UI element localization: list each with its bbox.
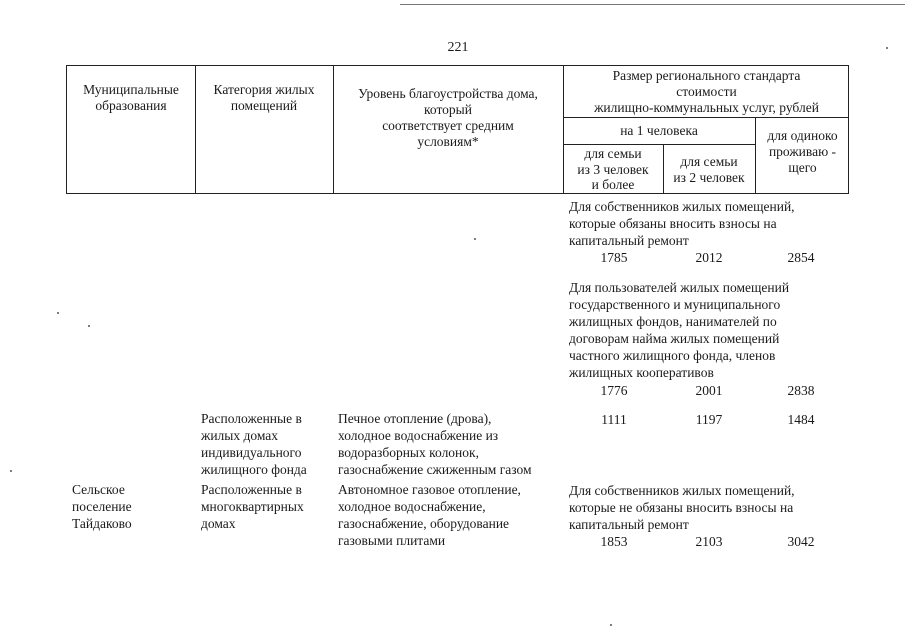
page-number: 221	[447, 40, 469, 55]
header-family-3: для семьи из 3 человек и более	[577, 146, 649, 192]
owners-not-obliged-note: Для собственников жилых помещений, которые не обязаны вносить взносы на капитальный ремонт	[569, 483, 795, 532]
value-family-3: 1111	[601, 412, 627, 427]
users-note: Для пользователей жилых помещений государственного и муниципального жилищных фондов, нанимателей по договорам найма жилых помещений частного жилищного фонда, членов жилищных кооперативов	[569, 280, 790, 380]
value-family-2: 2012	[695, 250, 723, 265]
value-single: 2854	[787, 250, 815, 265]
header-standard-size: Размер регионального стандарта стоимости жилищно-коммунальных услуг, рублей	[594, 68, 819, 115]
apartment-amenity-level: Автономное газовое отопление, холодное водоснабжение, газоснабжение, оборудование газовыми плитами	[338, 482, 521, 548]
owners-obliged-note: Для собственников жилых помещений, которые обязаны вносить взносы на капитальный ремонт	[569, 199, 795, 248]
page-top-rule	[400, 4, 905, 5]
header-single: для одиноко проживаю - щего	[767, 128, 838, 175]
scan-speck	[474, 238, 476, 240]
value-family-2: 2103	[695, 534, 723, 549]
value-family-3: 1853	[600, 534, 628, 549]
row-divider	[563, 144, 755, 145]
scan-speck	[886, 47, 888, 49]
value-family-3: 1785	[600, 250, 628, 265]
scan-speck	[57, 312, 59, 314]
row-divider	[563, 117, 848, 118]
header-amenity-level: Уровень благоустройства дома, который соответствует средним условиям*	[358, 86, 538, 149]
individual-amenity-level: Печное отопление (дрова), холодное водоснабжение из водоразборных колонок, газоснабжение сжиженным газом	[338, 411, 532, 477]
value-family-3: 1776	[600, 383, 628, 398]
value-single: 3042	[787, 534, 815, 549]
value-single: 1484	[787, 412, 815, 427]
header-per-person: на 1 человека	[620, 123, 698, 138]
scan-speck	[88, 325, 90, 327]
value-family-2: 1197	[695, 412, 723, 427]
value-single: 2838	[787, 383, 815, 398]
scan-speck	[10, 470, 12, 472]
scan-speck	[610, 624, 612, 626]
individual-category: Расположенные в жилых домах индивидуального жилищного фонда	[201, 411, 307, 477]
header-family-2: для семьи из 2 человек	[673, 154, 745, 185]
municipality-name: Сельское поселение Тайдаково	[72, 482, 132, 531]
header-municipality: Муниципальные образования	[83, 82, 179, 113]
value-family-2: 2001	[695, 383, 723, 398]
table-header	[66, 65, 849, 194]
apartment-category: Расположенные в многоквартирных домах	[201, 482, 304, 531]
header-category: Категория жилых помещений	[213, 82, 315, 113]
